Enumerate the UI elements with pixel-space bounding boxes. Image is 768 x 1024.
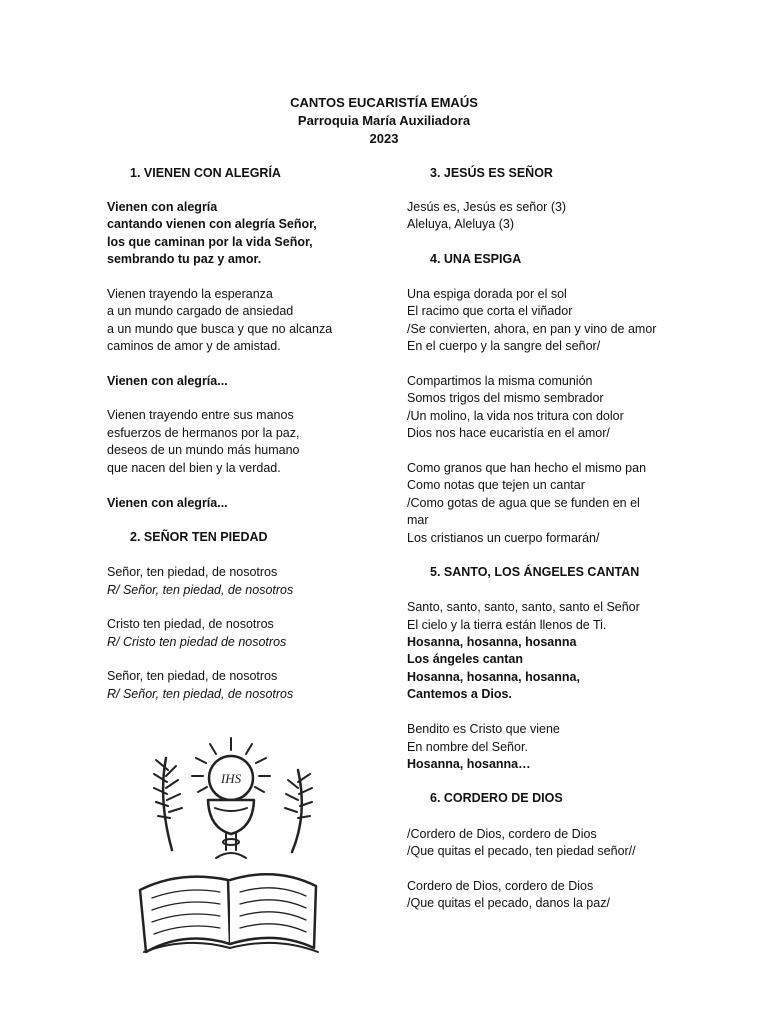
host-monogram: IHS bbox=[220, 771, 242, 786]
song-5-line: En nombre del Señor. bbox=[407, 740, 528, 754]
song-1-line: los que caminan por la vida Señor, bbox=[107, 235, 313, 249]
song-2-line: Señor, ten piedad, de nosotros bbox=[107, 565, 278, 579]
song-6-heading: 6. CORDERO DE DIOS bbox=[430, 791, 563, 805]
song-5-line: Hosanna, hosanna… bbox=[407, 757, 531, 771]
song-5-line: Cantemos a Dios. bbox=[407, 687, 512, 701]
song-1-heading: 1. VIENEN CON ALEGRÍA bbox=[130, 166, 281, 180]
song-6-line: Cordero de Dios, cordero de Dios bbox=[407, 879, 594, 893]
song-1-line: Vienen trayendo entre sus manos bbox=[107, 408, 294, 422]
song-6-line: /Que quitas el pecado, ten piedad señor// bbox=[407, 844, 636, 858]
song-6-line: /Cordero de Dios, cordero de Dios bbox=[407, 827, 597, 841]
song-2-line: Señor, ten piedad, de nosotros bbox=[107, 669, 278, 683]
song-2-line: Cristo ten piedad, de nosotros bbox=[107, 617, 274, 631]
song-4-line: Los cristianos un cuerpo formarán/ bbox=[407, 531, 600, 545]
song-1-line: a un mundo cargado de ansiedad bbox=[107, 304, 294, 318]
song-4-line: /Se convierten, ahora, en pan y vino de amor bbox=[407, 322, 657, 336]
song-5-line: Bendito es Cristo que viene bbox=[407, 722, 560, 736]
song-2-response: R/ Cristo ten piedad de nosotros bbox=[107, 635, 287, 649]
song-4-line: /Como gotas de agua que se funden en el bbox=[407, 496, 640, 510]
song-3-line: Jesús es, Jesús es señor (3) bbox=[407, 200, 567, 214]
song-3-heading: 3. JESÚS ES SEÑOR bbox=[430, 166, 553, 180]
song-2-response: R/ Señor, ten piedad, de nosotros bbox=[107, 687, 294, 701]
song-1-line: a un mundo que busca y que no alcanza bbox=[107, 322, 333, 336]
song-1-line: Vienen trayendo la esperanza bbox=[107, 287, 273, 301]
song-1-line: que nacen del bien y la verdad. bbox=[107, 461, 281, 475]
parish-name: Parroquia María Auxiliadora bbox=[297, 113, 471, 128]
song-4-line: Somos trigos del mismo sembrador bbox=[407, 391, 604, 405]
song-4-line: Compartimos la misma comunión bbox=[407, 374, 593, 388]
song-4-line: Una espiga dorada por el sol bbox=[407, 287, 567, 301]
song-4-line: Dios nos hace eucaristía en el amor/ bbox=[407, 426, 610, 440]
song-2-response: R/ Señor, ten piedad, de nosotros bbox=[107, 583, 294, 597]
song-1-line: cantando vienen con alegría Señor, bbox=[107, 217, 317, 231]
song-1-refrain: Vienen con alegría... bbox=[107, 496, 228, 510]
song-5-line: Hosanna, hosanna, hosanna, bbox=[407, 670, 580, 684]
song-5-line: El cielo y la tierra están llenos de Ti. bbox=[407, 618, 607, 632]
song-1-refrain: Vienen con alegría... bbox=[107, 374, 228, 388]
song-4-line: /Un molino, la vida nos tritura con dolor bbox=[407, 409, 624, 423]
song-4-heading: 4. UNA ESPIGA bbox=[430, 252, 522, 266]
song-1-line: caminos de amor y de amistad. bbox=[107, 339, 281, 353]
song-4-line: Como notas que tejen un cantar bbox=[407, 478, 585, 492]
song-6-line: /Que quitas el pecado, danos la paz/ bbox=[407, 896, 610, 910]
song-5-line: Los ángeles cantan bbox=[407, 652, 524, 666]
song-5-line: Hosanna, hosanna, hosanna bbox=[407, 635, 577, 649]
document-title: CANTOS EUCARISTÍA EMAÚS bbox=[290, 95, 478, 110]
song-4-line: mar bbox=[407, 513, 429, 527]
song-4-line: El racimo que corta el viñador bbox=[407, 304, 573, 318]
song-3-line: Aleluya, Aleluya (3) bbox=[407, 217, 515, 231]
song-5-line: Santo, santo, santo, santo, santo el Señor bbox=[407, 600, 640, 614]
song-1-line: Vienen con alegría bbox=[107, 200, 218, 214]
song-1-line: deseos de un mundo más humano bbox=[107, 443, 300, 457]
year: 2023 bbox=[369, 131, 399, 146]
eucharist-illustration bbox=[130, 730, 330, 960]
song-1-line: sembrando tu paz y amor. bbox=[107, 252, 262, 266]
song-5-heading: 5. SANTO, LOS ÁNGELES CANTAN bbox=[430, 565, 640, 579]
song-4-line: En el cuerpo y la sangre del señor/ bbox=[407, 339, 601, 353]
song-4-line: Como granos que han hecho el mismo pan bbox=[407, 461, 647, 475]
chalice-host-book-icon bbox=[130, 730, 330, 960]
song-2-heading: 2. SEÑOR TEN PIEDAD bbox=[130, 530, 268, 544]
song-1-line: esfuerzos de hermanos por la paz, bbox=[107, 426, 300, 440]
